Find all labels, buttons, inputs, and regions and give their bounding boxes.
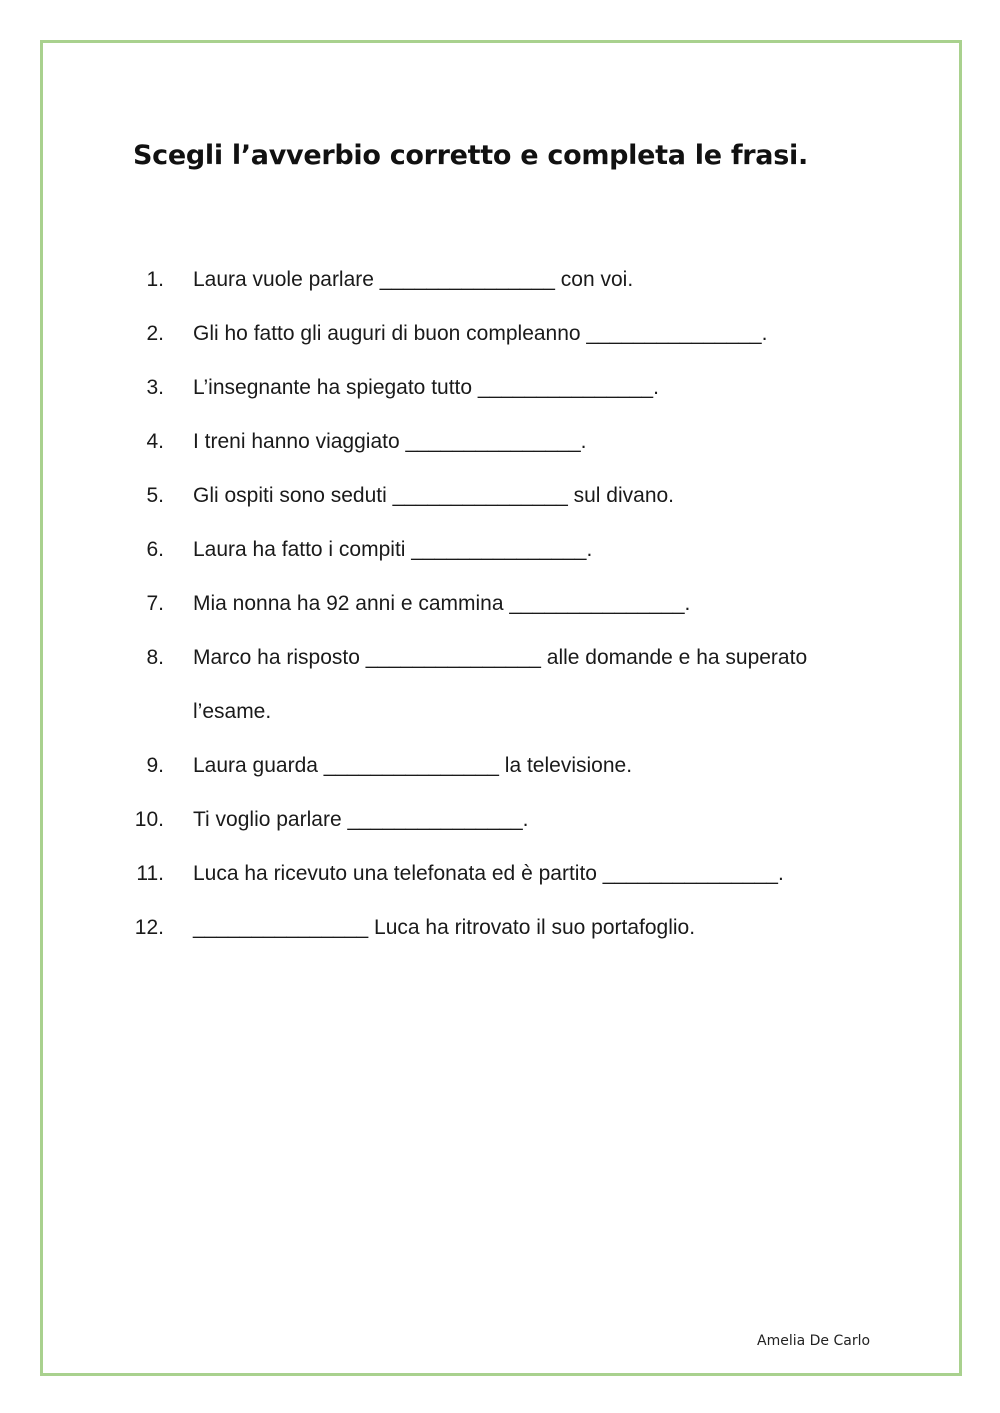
exercise-item — [0, 910, 1000, 964]
author-credit: Amelia De Carlo — [757, 1333, 871, 1349]
item-number: 11. — [136, 862, 164, 885]
item-number: 8. — [146, 646, 164, 669]
item-text: Laura guarda _______________ la televisione. — [193, 754, 633, 777]
item-number: 12. — [134, 916, 164, 939]
item-number: 9. — [146, 754, 164, 777]
item-number: 2. — [146, 322, 164, 345]
item-number: 4. — [146, 430, 164, 453]
item-text: _______________ Luca ha ritrovato il suo portafoglio. — [193, 916, 696, 939]
item-text: Mia nonna ha 92 anni e cammina _______________. — [193, 592, 691, 615]
item-number: 7. — [146, 592, 164, 615]
item-text: Luca ha ricevuto una telefonata ed è partito _______________. — [193, 862, 784, 885]
item-text: Marco ha risposto _______________ alle domande e ha superato l’esame. — [193, 646, 813, 723]
exercise-list — [0, 262, 1000, 964]
worksheet-title: Scegli l’avverbio corretto e completa le frasi. — [133, 140, 808, 171]
exercise-item — [0, 640, 1000, 748]
item-text: Laura ha fatto i compiti _______________. — [193, 538, 593, 561]
item-number: 1. — [146, 268, 164, 291]
item-text: Laura vuole parlare _______________ con voi. — [193, 268, 634, 291]
item-number: 3. — [146, 376, 164, 399]
item-text: I treni hanno viaggiato _______________. — [193, 430, 587, 453]
item-number: 5. — [146, 484, 164, 507]
item-text: Gli ospiti sono seduti _______________ sul divano. — [193, 484, 675, 507]
item-text: Gli ho fatto gli auguri di buon compleanno _______________. — [193, 322, 768, 345]
item-number: 10. — [134, 808, 164, 831]
item-number: 6. — [146, 538, 164, 561]
item-text: L’insegnante ha spiegato tutto _______________. — [193, 376, 659, 399]
item-text: Ti voglio parlare _______________. — [193, 808, 529, 831]
